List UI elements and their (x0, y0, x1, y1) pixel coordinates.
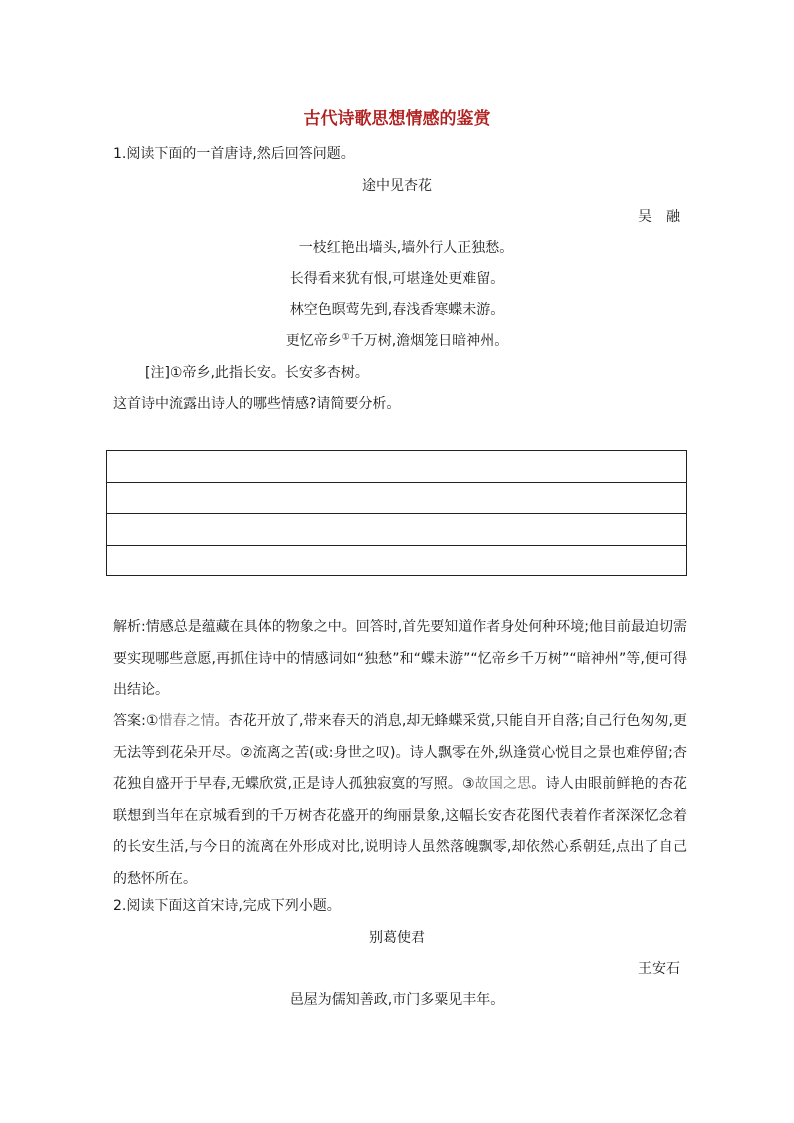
answer-line[interactable] (107, 483, 686, 515)
poem-1-line-4-part-a: 更忆帝乡 (285, 333, 342, 349)
question-1-text: 这首诗中流露出诗人的哪些情感?请简要分析。 (113, 396, 401, 412)
poem-2-line-1: 邑屋为儒知善政,市门多粟见丰年。 (289, 992, 505, 1008)
analysis-paragraph: 解析:情感总是蕴藏在具体的物象之中。回答时,首先要知道作者身处何种环境;他目前最迫切需要实现哪些意愿,再抓住诗中的情感词如“独愁”和“蝶未游”“忆帝乡千万树”“暗神州”等,便可得出结论。 (113, 619, 687, 698)
answer-intro: 答案:① (113, 713, 159, 729)
poem-1-line-2: 长得看来犹有恨,可堪逢处更难留。 (289, 271, 505, 287)
answer-body-1: 。杏花开放了,带来春天的消息,却无蜂蝶采赏,只能自开自落;自己行色匆匆,更无法等到花朵开尽。②流离之苦(或:身世之叹)。诗人飘零在外,纵逢赏心悦目之景也难停留;杏花独自盛开于早春,无蝶欣赏,正是诗人孤独寂寞的写照。③ (113, 713, 687, 792)
footnote-mark: ① (341, 332, 350, 343)
poem-2-title: 别葛使君 (369, 930, 425, 946)
poem-1-line-1: 一枝红艳出墙头,墙外行人正独愁。 (298, 240, 514, 256)
question-1-prompt: 1.阅读下面的一首唐诗,然后回答问题。 (113, 146, 355, 162)
poem-1-line-3: 林空色暝莺先到,春浅香寒蝶未游。 (289, 302, 505, 318)
answer-line[interactable] (107, 451, 686, 483)
poem-1-title: 途中见杏花 (362, 178, 432, 194)
question-2-prompt: 2.阅读下面这首宋诗,完成下列小题。 (113, 898, 341, 914)
answer-box[interactable] (106, 450, 687, 576)
poem-1-note: [注]①帝乡,此指长安。长安多杏树。 (145, 365, 369, 381)
answer-key-term-3: 故国之思 (474, 776, 532, 792)
poem-1-line-4 (0, 331, 794, 351)
poem-1-line-4-part-b: 千万树,澹烟笼日暗神州。 (349, 333, 509, 349)
answer-body-2: 。诗人由眼前鲜艳的杏花联想到当年在京城看到的千万树杏花盛开的绚丽景象,这幅长安杏花图代表着作者深深忆念着的长安生活,与今日的流离在外形成对比,说明诗人虽然落魄飘零,却依然心系朝廷,点出了自己的愁怀所在。 (113, 776, 688, 887)
poem-1-author: 吴 融 (638, 209, 680, 225)
answer-paragraph (113, 706, 687, 895)
poem-2-author: 王安石 (638, 961, 680, 977)
answer-key-term-1: 惜春之情 (158, 713, 215, 729)
page-title: 古代诗歌思想情感的鉴赏 (303, 109, 491, 129)
answer-line[interactable] (107, 546, 686, 578)
answer-line[interactable] (107, 514, 686, 546)
